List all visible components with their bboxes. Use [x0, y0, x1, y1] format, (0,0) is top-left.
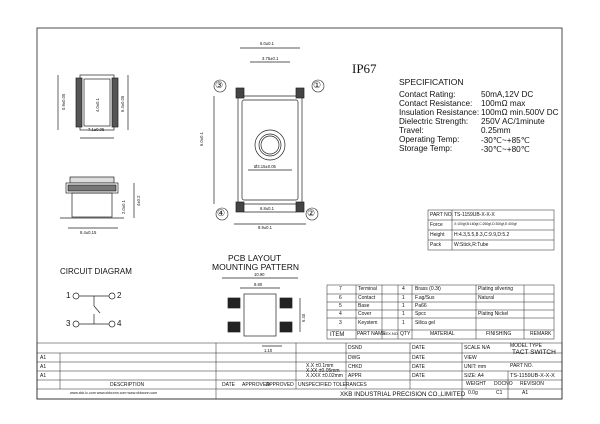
bom-finishing: Plating silvering: [478, 286, 514, 292]
dim-top-inner: 3.75±0.1: [262, 56, 279, 61]
tb-footer-rev-val: A1: [522, 390, 529, 396]
tb-tol: X.XX ±0.05mm: [306, 368, 340, 374]
tb-date: DATE: [412, 373, 425, 379]
dim-top-height: 6.0±0.1: [199, 132, 204, 146]
bom-header-material: MATERIAL: [430, 331, 455, 337]
tb-footer-rev: REVISION: [520, 381, 544, 387]
tb-size: SIZE: A4: [464, 373, 484, 379]
bom-material: Spcc: [415, 311, 427, 317]
pcb-subtitle: MOUNTING PATTERN: [212, 262, 300, 272]
tb-view: VIEW: [464, 355, 477, 361]
tb-rev-desc: DESCRIPTION: [110, 382, 145, 388]
tb-tol: X.X ±0.1mm: [306, 363, 334, 369]
tb-company: XKB INDUSTRIAL PRECISION CO.,LIMITED: [340, 391, 466, 398]
tb-footer-doc: DOCNO: [494, 381, 513, 387]
bom-material: Pa66: [415, 303, 427, 309]
tb-rev: A1: [40, 355, 47, 361]
tb-rev-date: DATE: [222, 382, 235, 388]
dim-bottom-pins: 8.9±0.1: [258, 225, 272, 230]
part-key: Height: [430, 232, 445, 238]
circuit-node-1: 1: [66, 291, 71, 300]
bom-qty: 1: [402, 311, 405, 317]
part-key: Pack: [430, 242, 442, 248]
bom-material: F.ag/Sus: [415, 295, 435, 301]
dim-front-h: 4±0.2: [136, 195, 141, 206]
dim-side-w: 7.1±0.05: [88, 127, 105, 132]
pcb-d3: 6.40: [301, 313, 306, 322]
tb-tol-head: UNSPECIFIED TOLERANCES: [298, 382, 367, 388]
spec-heading: SPECIFICATION: [399, 77, 464, 87]
bom-item: 6: [339, 295, 342, 301]
dim-bottom-width: 6.8±0.1: [260, 206, 274, 211]
circuit-node-3: 3: [66, 319, 71, 328]
bom-name: Contact: [358, 295, 376, 301]
bom-header-finishing: FINISHING: [486, 331, 512, 337]
part-val: H:4.3,5.5,8.3,C:9.9,D:5.2: [454, 232, 510, 238]
tb-dsnd: DSND: [348, 345, 363, 351]
tb-chkd: CHKD: [348, 364, 363, 370]
circuit-diagram: [73, 293, 115, 327]
bom-header-tex: TEX.NO: [383, 331, 398, 336]
bom-qty: 1: [402, 303, 405, 309]
bom-item: 3: [339, 320, 342, 326]
tb-scale: SCALE N/A: [464, 345, 491, 351]
bom-header-item: ITEM: [330, 332, 345, 338]
dim-front-h2: 2.0±0.1: [121, 200, 126, 214]
tb-rev-approved: APPROVED: [242, 382, 270, 388]
tb-rev: A1: [40, 373, 47, 379]
bom-name: Terminal: [358, 286, 377, 292]
tb-tol: X.XXX ±0.02mm: [306, 373, 343, 379]
pin-2: ②: [307, 208, 316, 218]
pcb-title: PCB LAYOUT: [228, 253, 282, 263]
bom-name: Keystem: [358, 320, 378, 326]
pcb-d4: 1.10: [264, 348, 273, 353]
tb-web: www.xkb-ic.com www.xkbconn.com www.xkbconn.com: [70, 391, 158, 395]
circuit-node-2: 2: [117, 291, 122, 300]
pin-markers: [214, 80, 324, 220]
dim-front-w: 8.4±0.15: [80, 230, 97, 235]
dim-side-h1: 0.9±0.05: [61, 93, 66, 110]
bom-item: 7: [339, 286, 342, 292]
pcb-layout: [222, 278, 300, 346]
dim-side-h2: 4.0±0.1: [95, 98, 100, 112]
tb-footer-weight: WEIGHT: [466, 381, 486, 387]
dim-side-h3: 6.4±0.05: [120, 95, 125, 112]
tb-model-label: MODEL TYPE: [510, 343, 542, 349]
bom-qty: 4: [402, 286, 405, 292]
tb-appr: APPR: [348, 373, 362, 379]
dim-hole: Ø3.15±0.05: [254, 164, 276, 169]
part-key: PART NO.: [430, 212, 454, 218]
bom-name: Cover: [358, 311, 372, 317]
tb-date: DATE: [412, 355, 425, 361]
pin-4: ④: [217, 208, 226, 218]
bom-name: Base: [358, 303, 370, 309]
bom-material: Brass (0.3t): [415, 286, 441, 292]
tb-date: DATE: [412, 364, 425, 370]
tb-rev-approved-2: APPROVED: [266, 382, 294, 388]
pin-1: ①: [313, 80, 322, 90]
circuit-node-4: 4: [117, 319, 122, 328]
tb-part-no: TS-1159UB-X-X-X: [510, 373, 555, 379]
tb-product: TACT SWITCH: [512, 349, 556, 356]
bom-item: 4: [339, 311, 342, 317]
tb-date: DATE: [412, 345, 425, 351]
tb-dwg: DWG: [348, 355, 361, 361]
bom-finishing: Plating Nickel: [478, 311, 509, 317]
tb-footer-weight-val: 0.0g: [468, 390, 478, 396]
bom-qty: 1: [402, 320, 405, 326]
bom-header-qty: QTY: [400, 331, 411, 337]
tb-part-label: PART NO.: [510, 363, 534, 369]
ip-rating: IP67: [352, 61, 377, 76]
tb-footer-doc-val: C1: [496, 390, 503, 396]
bom-material: Silica gel: [415, 320, 436, 326]
bom-item: 5: [339, 303, 342, 309]
part-key: Force: [430, 222, 443, 228]
bom-qty: 1: [402, 295, 405, 301]
dim-top-width: 6.0±0.1: [260, 41, 274, 46]
circuit-title: CIRCUIT DIAGRAM: [60, 267, 132, 276]
bom-header-remark: REMARK: [530, 331, 552, 337]
top-view: [214, 48, 306, 224]
bom-finishing: Natural: [478, 295, 495, 301]
part-val: W:Stick,R:Tube: [454, 242, 489, 248]
pcb-d1: 10.90: [254, 272, 265, 277]
tb-rev: A1: [40, 364, 47, 370]
pcb-d2: 8.80: [254, 282, 263, 287]
part-val: X:100gf,B:160gf,C:260gf,D:300gf,E:400gf: [454, 222, 517, 226]
bom-header-name: PART NAME: [357, 331, 386, 337]
tb-unit: UNIT: mm: [464, 364, 487, 370]
part-val: TS-1159UB-X-X-X: [454, 212, 495, 218]
pin-3: ③: [215, 80, 224, 90]
